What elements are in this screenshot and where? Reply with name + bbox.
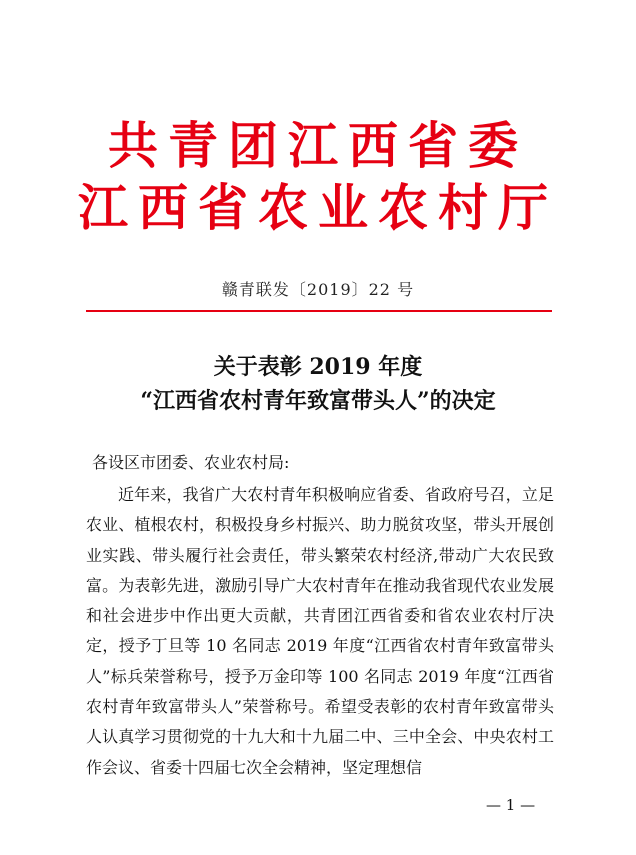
red-divider (86, 310, 552, 312)
document-title-line-1: 关于表彰 2019 年度 (213, 354, 423, 380)
salutation: 各设区市团委、农业农村局: (92, 453, 290, 472)
issuer-name-line-1: 共青团江西省委 (108, 116, 528, 175)
body-paragraph: 近年来，我省广大农村青年积极响应省委、省政府号召，立足农业、植根农村，积极投身乡村振兴、助力脱贫攻坚，带头开展创业实践、带头履行社会责任，带头繁荣农村经济,带动广大农民致富。为表彰先进，激励引导广大农村青年在推动我省现代农业发展和社会进步中作出更大贡献，共青团江西省委和省农业农村厅决定，授予丁旦等 10 名同志 2019 年度“江西省农村青年致富带头人”标兵荣誉称号，授予万金印等 100 名同志 2019 年度“江西省农村青年致富带头人”荣誉称号。希望受表彰的农村青年致富带头人认真学习贯彻党的十九大和十九届二中、三中全会、中央农村工作会议、省委十四届七次全会精神，坚定理想信 (86, 485, 554, 777)
document-number: 赣青联发〔2019〕22 号 (221, 280, 415, 299)
document-title-line-2: “江西省农村青年致富带头人”的决定 (140, 388, 496, 414)
issuer-name-line-2: 江西省农业农村厅 (78, 178, 558, 237)
page-number: — 1 — (486, 796, 536, 814)
